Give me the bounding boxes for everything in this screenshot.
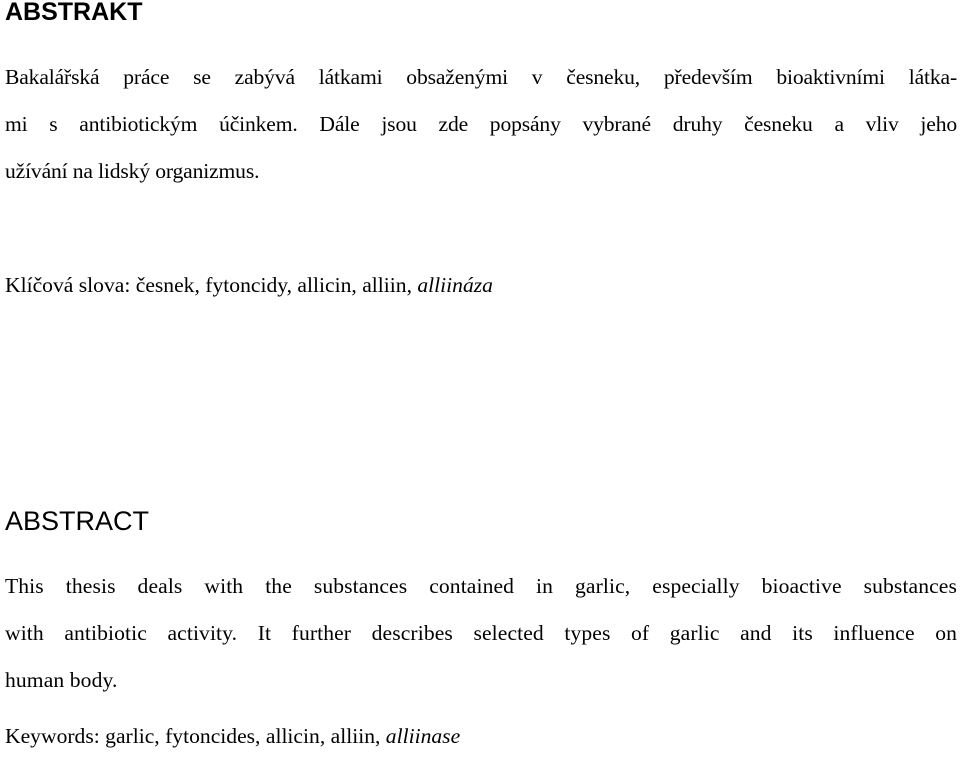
czech-abstract-line: užívání na lidský organizmus.	[5, 159, 260, 183]
english-abstract-line: This thesis deals with the substances contained in garlic, especially bioactive substances	[5, 574, 957, 598]
czech-keywords	[5, 262, 493, 309]
czech-abstract-paragraph	[5, 54, 957, 195]
czech-abstract-line: mi s antibiotickým účinkem. Dále jsou zde popsány vybrané druhy česneku a vliv jeho	[5, 112, 957, 136]
english-abstract-line: human body.	[5, 668, 118, 692]
english-keywords	[5, 713, 460, 760]
english-abstract-line: with antibiotic activity. It further describes selected types of garlic and its influence on	[5, 621, 957, 645]
czech-abstract-heading: ABSTRAKT	[5, 0, 143, 26]
czech-keywords-italic: alliináza	[417, 273, 493, 297]
czech-abstract-line: Bakalářská práce se zabývá látkami obsaženými v česneku, především bioaktivními látka-	[5, 65, 957, 89]
english-keywords-text: Keywords: garlic, fytoncides, allicin, alliin,	[5, 724, 386, 748]
english-abstract-paragraph	[5, 563, 957, 704]
english-abstract-heading: ABSTRACT	[5, 506, 150, 536]
czech-keywords-text: Klíčová slova: česnek, fytoncidy, allicin, alliin,	[5, 273, 418, 297]
english-keywords-italic: alliinase	[385, 724, 461, 748]
